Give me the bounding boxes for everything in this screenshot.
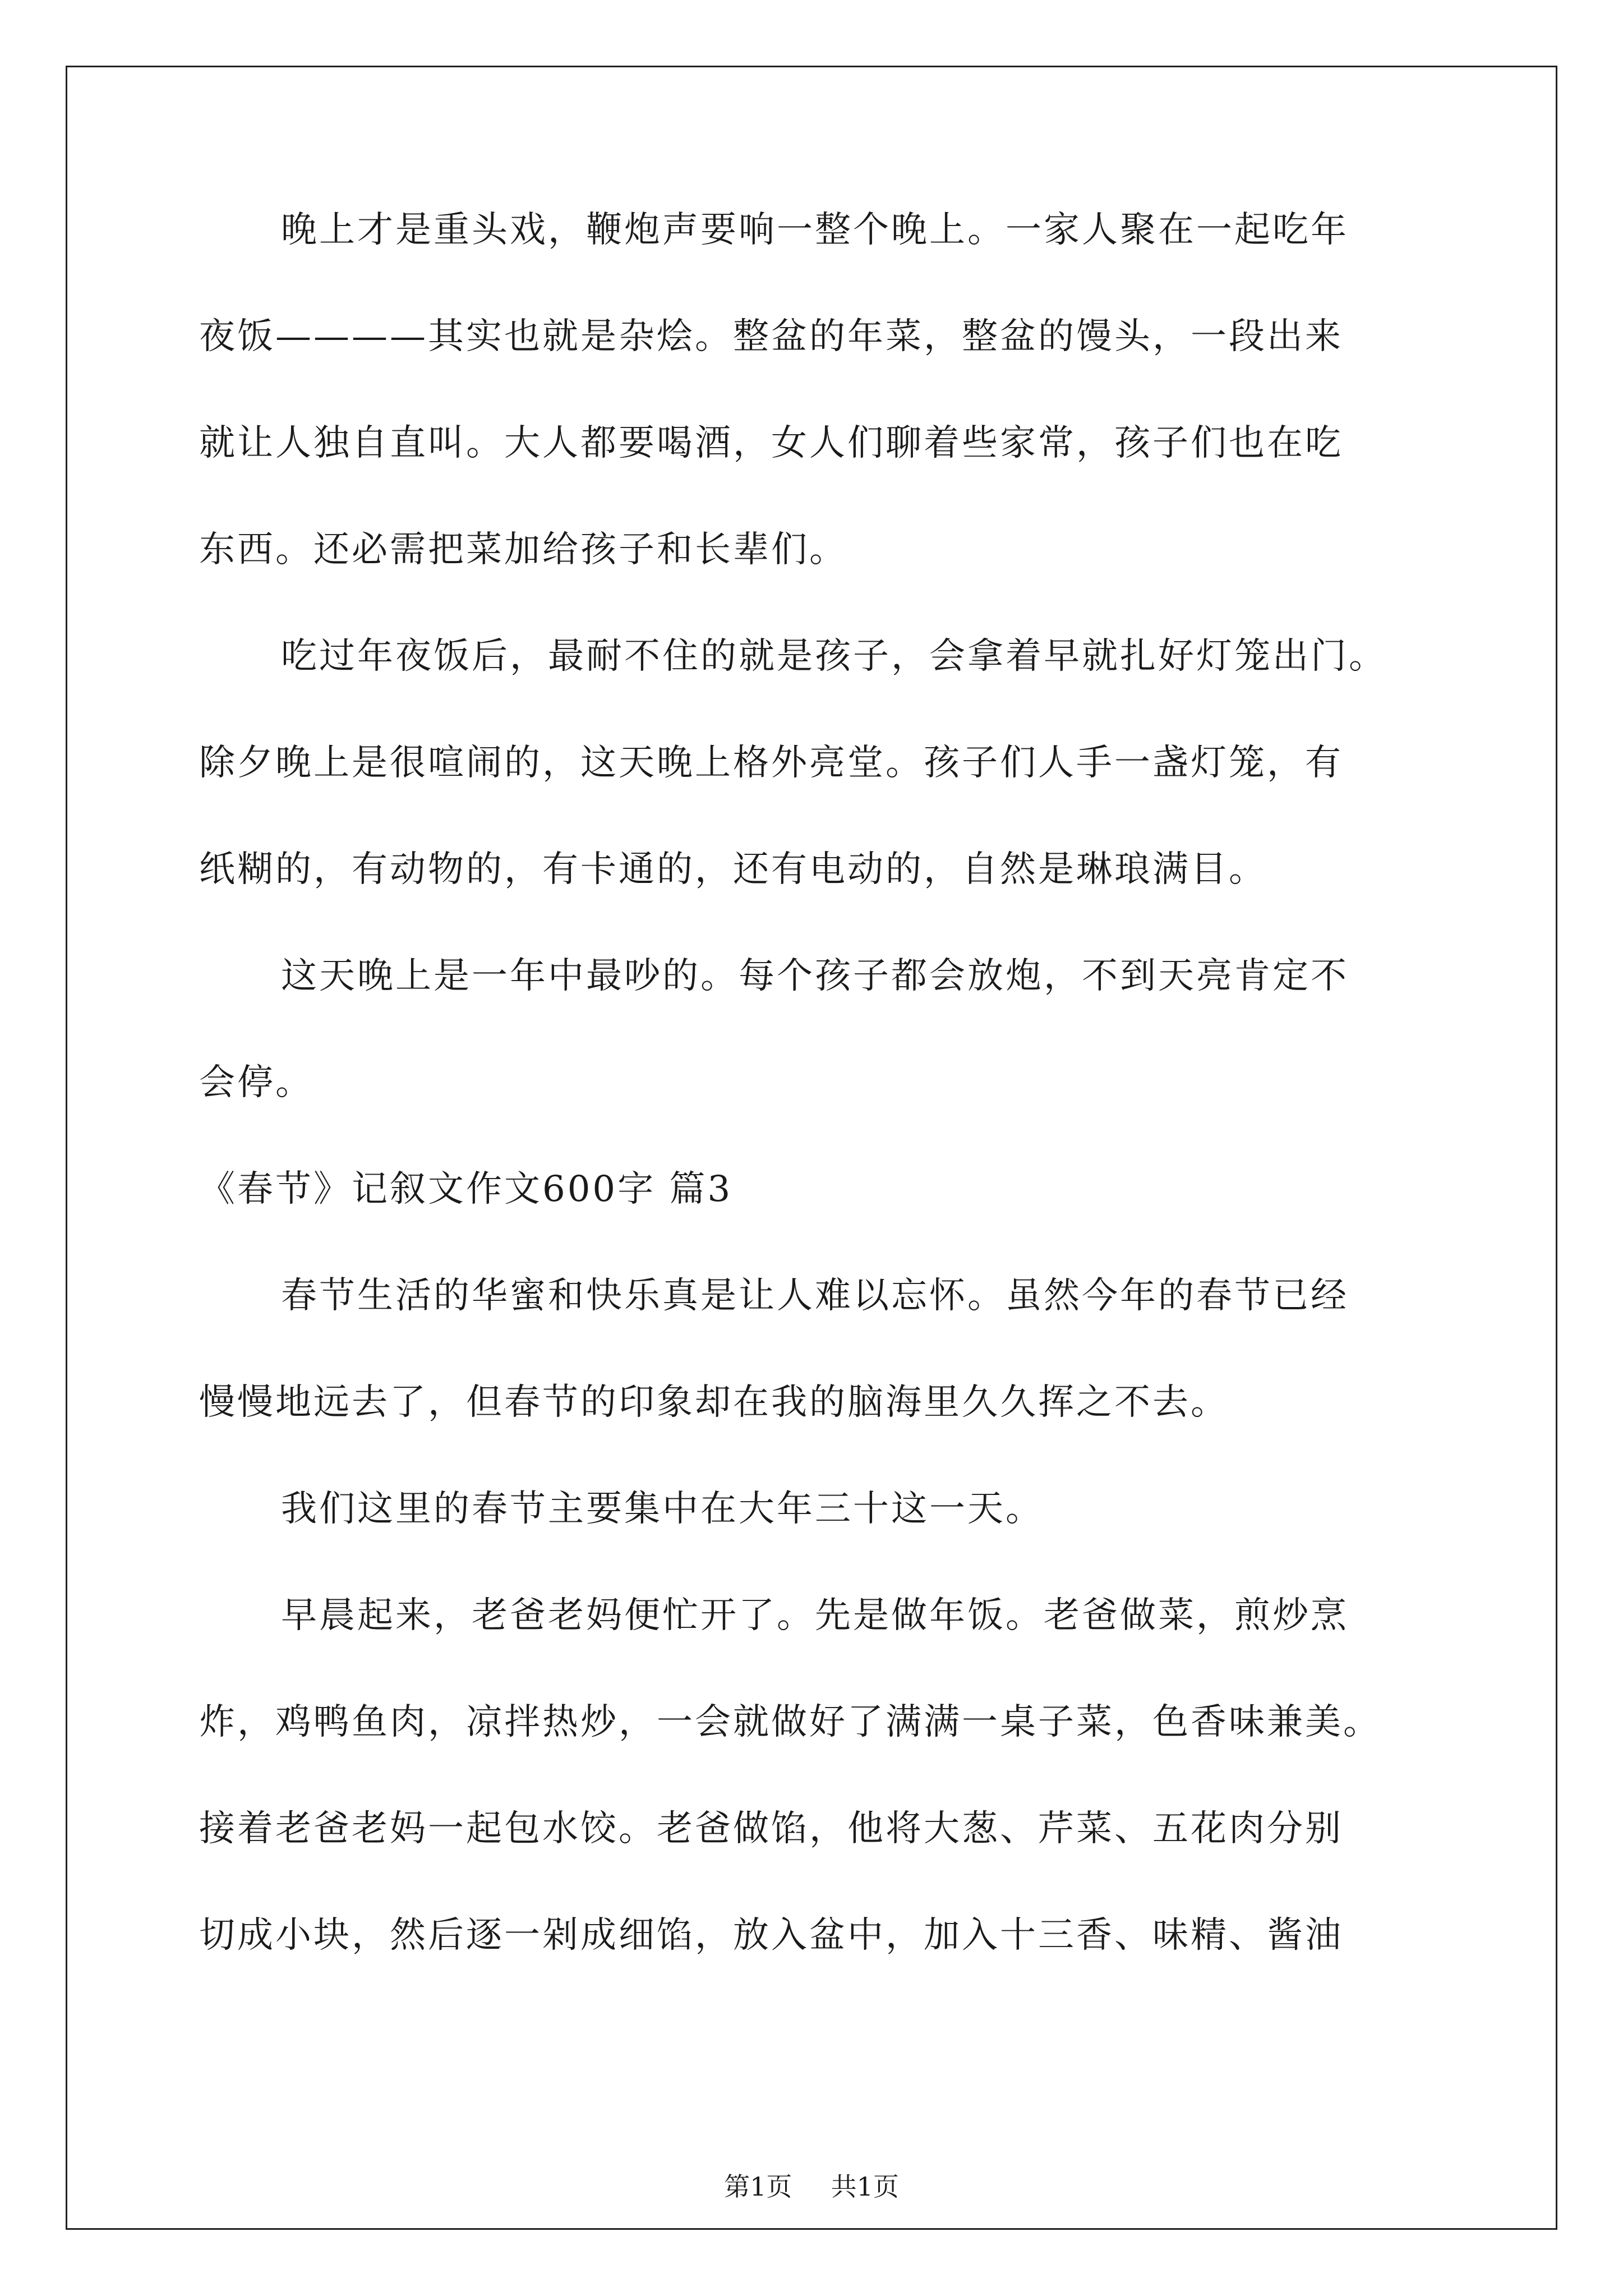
text-line: 切成小块，然后逐一剁成细馅，放入盆中，加入十三香、味精、酱油 <box>199 1915 1343 1956</box>
text-line: 我们这里的春节主要集中在大年三十这一天。 <box>281 1488 1044 1530</box>
text-line: 夜饭————其实也就是杂烩。整盆的年菜，整盆的馒头，一段出来 <box>199 316 1343 357</box>
text-line: 这天晚上是一年中最吵的。每个孩子都会放炮，不到天亮肯定不 <box>281 955 1349 997</box>
text-line: 东西。还必需把菜加给孩子和长辈们。 <box>199 529 847 570</box>
text-line: 早晨起来，老爸老妈便忙开了。先是做年饭。老爸做菜，煎炒烹 <box>281 1595 1349 1636</box>
text-line: 接着老爸老妈一起包水饺。老爸做馅，他将大葱、芹菜、五花肉分别 <box>199 1808 1343 1849</box>
text-line: 除夕晚上是很喧闹的，这天晚上格外亮堂。孩子们人手一盏灯笼，有 <box>199 742 1343 784</box>
page-footer <box>0 2171 1623 2202</box>
text-line: 吃过年夜饭后，最耐不住的就是孩子，会拿着早就扎好灯笼出门。 <box>281 636 1387 677</box>
text-line: 会停。 <box>199 1062 313 1103</box>
text-line: 晚上才是重头戏，鞭炮声要响一整个晚上。一家人聚在一起吃年 <box>281 209 1349 251</box>
text-line: 慢慢地远去了，但春节的印象却在我的脑海里久久挥之不去。 <box>199 1382 1229 1423</box>
text-line: 春节生活的华蜜和快乐真是让人难以忘怀。虽然今年的春节已经 <box>281 1275 1349 1317</box>
page-total: 共1页 <box>831 2171 899 2202</box>
section-heading: 《春节》记叙文作文600字 篇3 <box>199 1168 733 1210</box>
text-line: 纸糊的，有动物的，有卡通的，还有电动的，自然是琳琅满目。 <box>199 849 1267 890</box>
page-number: 第1页 <box>724 2171 792 2202</box>
text-line: 炸，鸡鸭鱼肉，凉拌热炒，一会就做好了满满一桌子菜，色香味兼美。 <box>199 1701 1381 1743</box>
text-line: 就让人独自直叫。大人都要喝酒，女人们聊着些家常，孩子们也在吃 <box>199 422 1343 464</box>
page-border <box>66 66 1557 2230</box>
